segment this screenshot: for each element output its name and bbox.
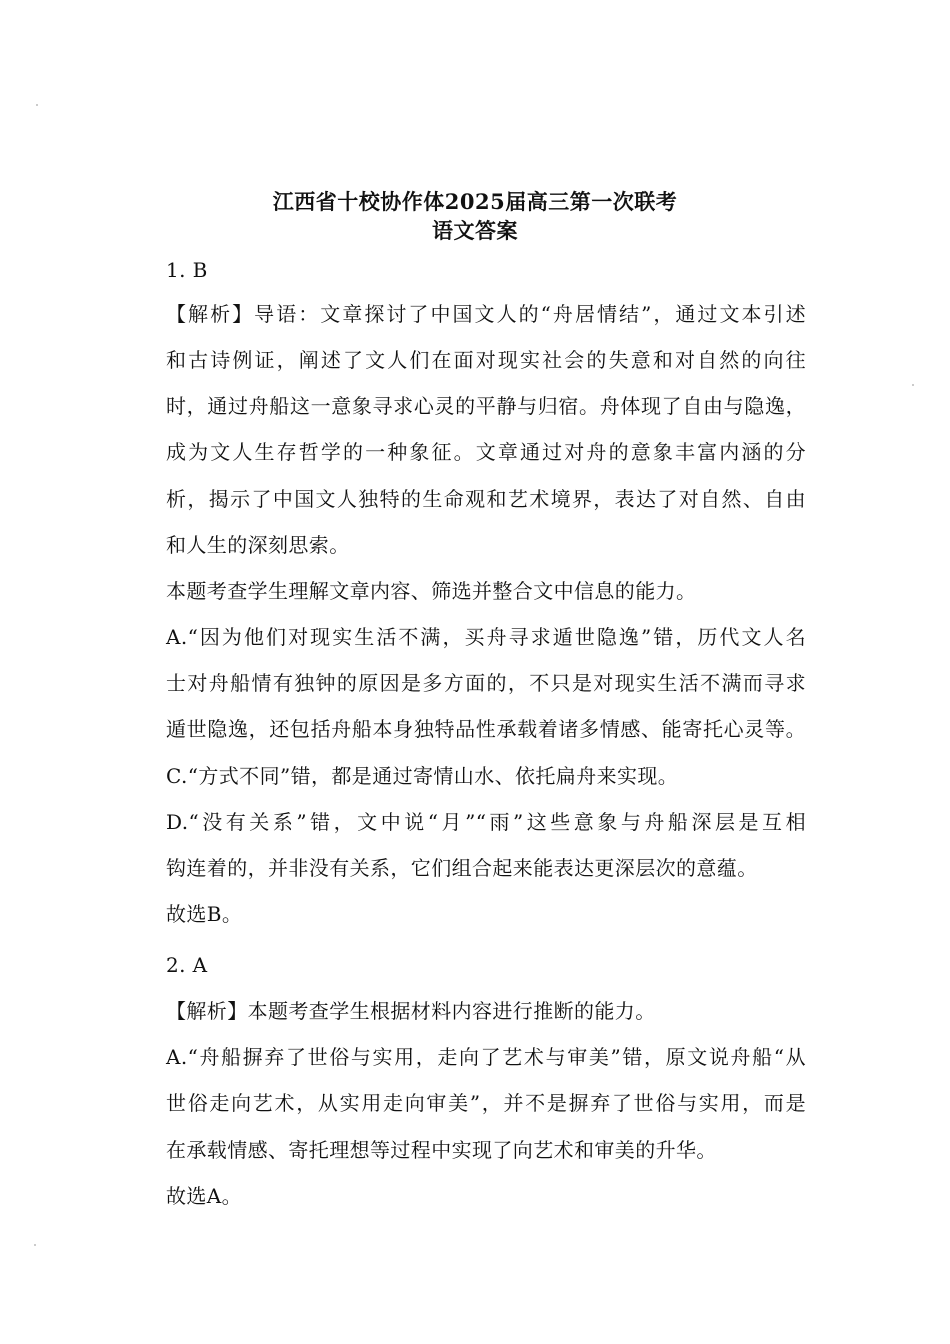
question-1-number: 1. B — [166, 258, 208, 282]
option-d-line-1: D.“没有关系”错，文中说“月”“雨”这些意象与舟船深层是互相 — [166, 810, 806, 834]
option-d-line-2: 钩连着的，并非没有关系，它们组合起来能表达更深层次的意蕴。 — [166, 856, 758, 880]
analysis-2-line-4: 在承载情感、寄托理想等过程中实现了向艺术和审美的升华。 — [166, 1138, 717, 1162]
analysis-2-line-3: 世俗走向艺术，从实用走向审美”，并不是摒弃了世俗与实用，而是 — [166, 1091, 806, 1115]
analysis-1-ability: 本题考查学生理解文章内容、筛选并整合文中信息的能力。 — [166, 579, 697, 603]
scan-speck — [36, 104, 38, 106]
analysis-1-line-3: 时，通过舟船这一意象寻求心灵的平静与归宿。舟体现了自由与隐逸， — [166, 394, 806, 418]
option-c: C.“方式不同”错，都是通过寄情山水、依托扁舟来实现。 — [166, 764, 679, 788]
analysis-1-line-6: 和人生的深刻思索。 — [166, 533, 350, 557]
answer-1: 故选B。 — [166, 902, 243, 926]
analysis-2-line-2: A.“舟船摒弃了世俗与实用，走向了艺术与审美”错，原文说舟船“从 — [166, 1045, 806, 1069]
analysis-1-line-5: 析，揭示了中国文人独特的生命观和艺术境界，表达了对自然、自由 — [166, 487, 806, 511]
scan-speck — [912, 384, 914, 386]
analysis-1-line-2: 和古诗例证，阐述了文人们在面对现实社会的失意和对自然的向往 — [166, 348, 806, 372]
analysis-1-line-4: 成为文人生存哲学的一种象征。文章通过对舟的意象丰富内涵的分 — [166, 440, 806, 464]
scan-speck — [34, 1244, 36, 1246]
answer-2: 故选A。 — [166, 1184, 243, 1208]
option-a-line-3: 遁世隐逸，还包括舟船本身独特品性承载着诸多情感、能寄托心灵等。 — [166, 717, 806, 741]
question-2-number: 2. A — [166, 953, 208, 977]
option-a-line-1: A.“因为他们对现实生活不满，买舟寻求遁世隐逸”错，历代文人名 — [166, 625, 806, 649]
option-a-line-2: 士对舟船情有独钟的原因是多方面的，不只是对现实生活不满而寻求 — [166, 671, 806, 695]
document-title: 江西省十校协作体2025届高三第一次联考 — [272, 189, 678, 214]
document-subtitle: 语文答案 — [432, 218, 518, 243]
analysis-1-line-1: 【解析】导语：文章探讨了中国文人的“舟居情结”，通过文本引述 — [166, 302, 806, 326]
analysis-2-line-1: 【解析】本题考查学生根据材料内容进行推断的能力。 — [166, 999, 656, 1023]
